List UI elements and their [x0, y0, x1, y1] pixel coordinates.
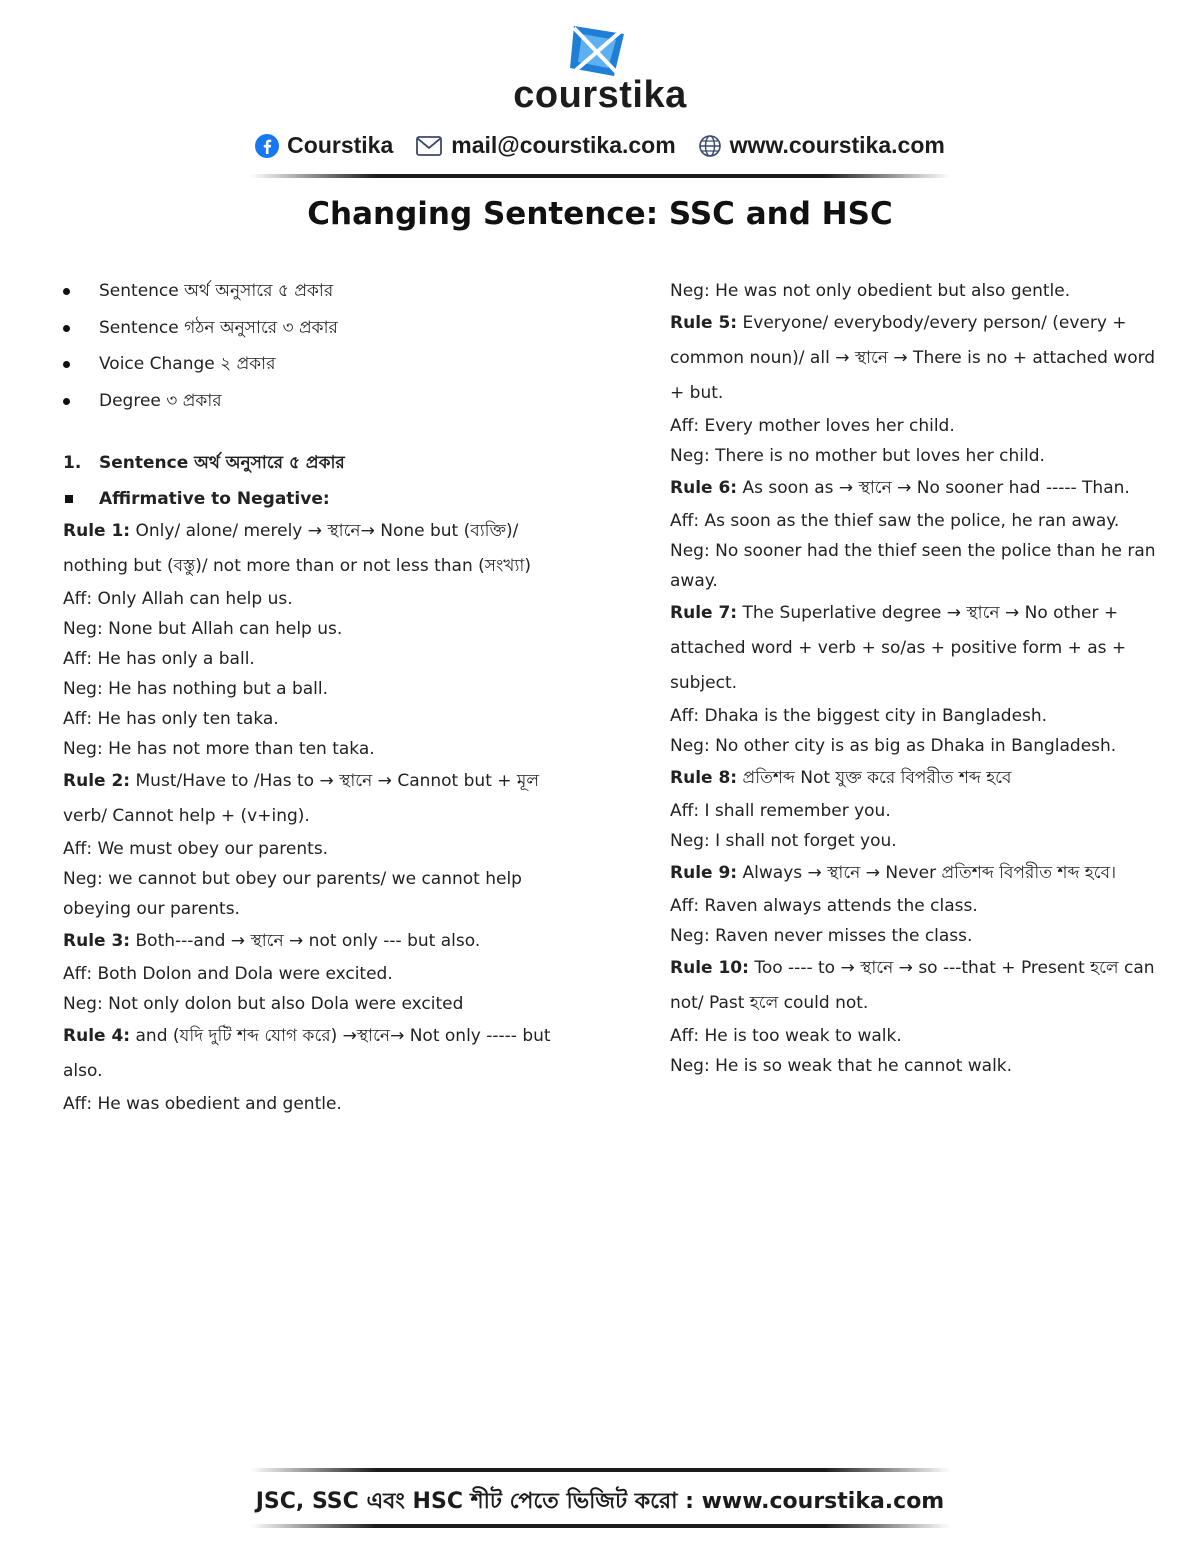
list-item: Sentence অর্থ অনুসারে ৫ প্রকার — [63, 276, 563, 313]
square-bullet-icon — [63, 484, 99, 514]
subsection-heading — [63, 484, 563, 514]
rule-10 — [670, 951, 1170, 1021]
example-neg: Neg: Not only dolon but also Dola were excited — [63, 994, 464, 1014]
email-link[interactable] — [415, 132, 675, 159]
rule-label: Rule 2: — [63, 771, 131, 791]
section-heading — [63, 448, 563, 478]
example-aff: Aff: Every mother loves her child. — [670, 416, 955, 436]
rule-text: প্রতিশব্দ Not যুক্ত করে বিপরীত শব্দ হবে — [742, 768, 1012, 788]
example-aff: Aff: Both Dolon and Dola were excited. — [63, 964, 393, 984]
facebook-link[interactable] — [255, 132, 393, 159]
example-aff: Aff: Raven always attends the class. — [670, 896, 978, 916]
rule-text: Both---and → স্থানে → not only --- but also. — [135, 931, 481, 951]
rule-7 — [670, 596, 1170, 701]
rule-1 — [63, 514, 563, 584]
globe-icon — [698, 134, 722, 158]
footer-divider-top — [250, 1468, 950, 1472]
rule-3 — [63, 924, 563, 959]
rule-label: Rule 6: — [670, 478, 738, 498]
rule-text: and (যদি দুটি শব্দ যোগ করে) →স্থানে→ Not only ----- but also. — [63, 1026, 551, 1081]
rule-4 — [63, 1019, 563, 1089]
example-aff: Aff: I shall remember you. — [670, 801, 891, 821]
example-neg: Neg: He has nothing but a ball. — [63, 679, 329, 699]
list-item: Sentence গঠন অনুসারে ৩ প্রকার — [63, 313, 563, 350]
rule-5 — [670, 306, 1170, 411]
right-column — [670, 276, 1170, 1081]
example-aff: Aff: He was obedient and gentle. — [63, 1094, 342, 1114]
intro-bullet-list — [63, 276, 563, 422]
rule-text: Always → স্থানে → Never প্রতিশব্দ বিপরীত শব্দ হবে। — [742, 863, 1117, 883]
rule-label: Rule 5: — [670, 313, 738, 333]
rule-label: Rule 1: — [63, 521, 131, 541]
brand-name: courstika — [513, 74, 687, 116]
rule-8 — [670, 761, 1170, 796]
page-header — [0, 0, 1200, 200]
rule-label: Rule 8: — [670, 768, 738, 788]
header-divider — [250, 174, 950, 178]
example-aff: Aff: He is too weak to walk. — [670, 1026, 902, 1046]
example-neg: Neg: No sooner had the thief seen the police than he ran away. — [670, 541, 1156, 591]
rule-label: Rule 3: — [63, 931, 131, 951]
list-item: Degree ৩ প্রকার — [63, 386, 563, 423]
rule-9 — [670, 856, 1170, 891]
rule-label: Rule 7: — [670, 603, 738, 623]
example-neg: Neg: There is no mother but loves her child. — [670, 446, 1045, 466]
example-neg: Neg: He has not more than ten taka. — [63, 739, 375, 759]
example-aff: Aff: Dhaka is the biggest city in Bangladesh. — [670, 706, 1048, 726]
website-link[interactable] — [698, 132, 945, 159]
rule-2 — [63, 764, 563, 834]
page-title: Changing Sentence: SSC and HSC — [307, 196, 893, 232]
left-column — [63, 276, 563, 1119]
website-label: www.courstika.com — [729, 132, 945, 158]
rule-text: As soon as → স্থানে → No sooner had ----- Than. — [742, 478, 1130, 498]
footer-divider-bottom — [250, 1524, 950, 1528]
email-label: mail@courstika.com — [451, 132, 676, 158]
example-neg: Neg: He is so weak that he cannot walk. — [670, 1056, 1013, 1076]
rule-text: The Superlative degree → স্থানে → No other + attached word + verb + so/as + positive form + as + subject. — [670, 603, 1127, 693]
rule-text: Must/Have to /Has to → স্থানে → Cannot but + মূল verb/ Cannot help + (v+ing). — [63, 771, 540, 826]
example-neg: Neg: No other city is as big as Dhaka in Bangladesh. — [670, 736, 1117, 756]
facebook-label: Courstika — [287, 132, 394, 158]
contact-row — [0, 132, 1200, 159]
example-aff: Aff: He has only ten taka. — [63, 709, 279, 729]
rule-label: Rule 9: — [670, 863, 738, 883]
section-number: 1. — [63, 453, 82, 473]
rule-label: Rule 10: — [670, 958, 749, 978]
example-aff: Aff: We must obey our parents. — [63, 839, 329, 859]
example-neg: Neg: Raven never misses the class. — [670, 926, 973, 946]
rule-6 — [670, 471, 1170, 506]
subsection-title: Affirmative to Negative: — [99, 489, 330, 509]
example-aff: Aff: He has only a ball. — [63, 649, 255, 669]
list-item: Voice Change ২ প্রকার — [63, 349, 563, 386]
rule-label: Rule 4: — [63, 1026, 131, 1046]
courstika-logo-icon — [568, 24, 628, 80]
section-title: Sentence অর্থ অনুসারে ৫ প্রকার — [99, 453, 345, 473]
example-aff: Aff: As soon as the thief saw the police, he ran away. — [670, 511, 1120, 531]
example-neg: Neg: I shall not forget you. — [670, 831, 897, 851]
rule-text: Too ---- to → স্থানে → so ---that + Present হলে can not/ Past হলে could not. — [670, 958, 1155, 1013]
rule-text: Only/ alone/ merely → স্থানে→ None but (ব্যক্তি)/ nothing but (বস্তু)/ not more than or not less than (সংখ্যা) — [63, 521, 531, 576]
mail-icon — [415, 135, 443, 157]
facebook-icon — [255, 134, 279, 158]
example-aff: Aff: Only Allah can help us. — [63, 589, 293, 609]
example-neg: Neg: None but Allah can help us. — [63, 619, 343, 639]
footer-text: JSC, SSC এবং HSC শীট পেতে ভিজিট করো : www.courstika.com — [255, 1489, 945, 1514]
rule-text: Everyone/ everybody/every person/ (every + common noun)/ all → স্থানে → There is no + attached word + but. — [670, 313, 1156, 403]
example-neg: Neg: we cannot but obey our parents/ we cannot help obeying our parents. — [63, 869, 522, 919]
example-neg: Neg: He was not only obedient but also gentle. — [670, 281, 1071, 301]
